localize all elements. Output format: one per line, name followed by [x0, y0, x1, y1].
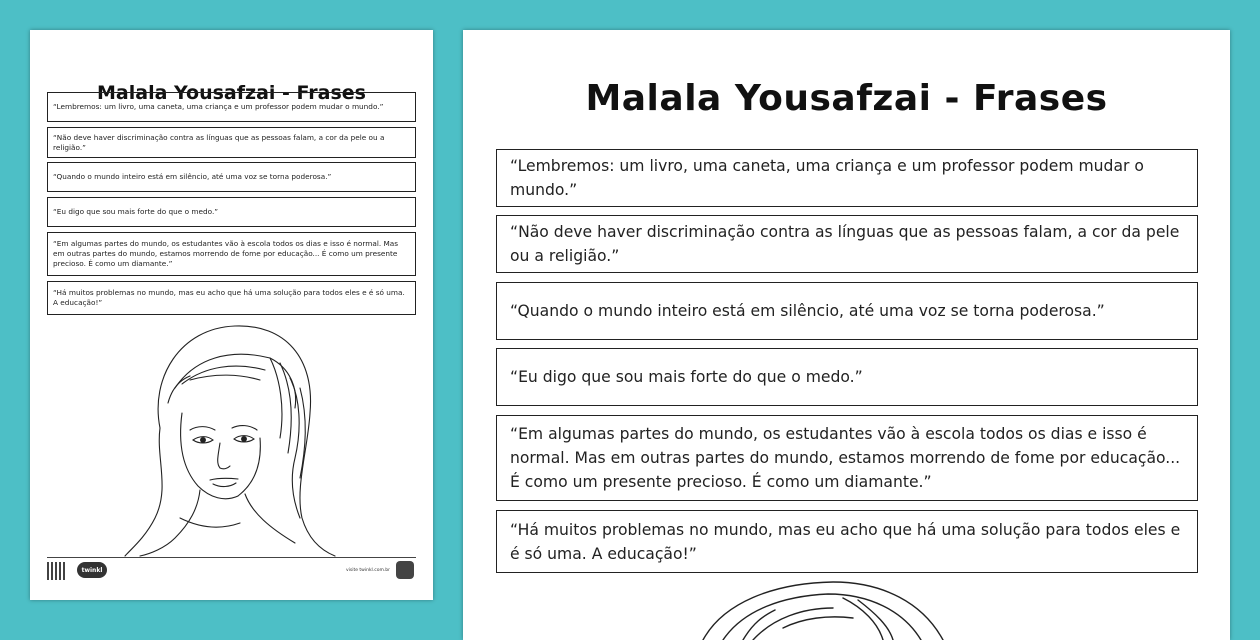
- thumbnail-quote-5: [47, 232, 416, 276]
- worksheet-zoomed: [463, 30, 1230, 640]
- quote-text: “Em algumas partes do mundo, os estudantes vão à escola todos os dias e isso é normal. Mas em outras partes do mundo, estamos morrendo de fome por educação... É como um presente precioso. É como um diamante.”: [510, 425, 1181, 491]
- footer-url: visite twinkl.com.br: [345, 568, 390, 573]
- quote-box-3: [496, 282, 1198, 340]
- quote-text: “Não deve haver discriminação contra as línguas que as pessoas falam, a cor da pele ou a religião.”: [510, 223, 1180, 265]
- twinkl-badge-icon: [396, 561, 414, 579]
- quote-box-1: [496, 149, 1198, 207]
- quote-text: “Em algumas partes do mundo, os estudantes vão à escola todos os dias e isso é normal. Mas em outras partes do mundo, estamos morrendo de fome por educação... É como um presente precioso. É como um diamante.”: [53, 239, 399, 268]
- thumbnail-footer: [47, 557, 416, 582]
- quote-text: “Lembremos: um livro, uma caneta, uma criança e um professor podem mudar o mundo.”: [510, 157, 1144, 199]
- qr-code-icon: [47, 562, 65, 580]
- quote-box-2: [496, 215, 1198, 273]
- worksheet-thumbnail: [30, 30, 433, 600]
- quote-text: “Há muitos problemas no mundo, mas eu acho que há uma solução para todos eles e é só uma. A educação!”: [510, 520, 1181, 563]
- thumbnail-quote-6: [47, 281, 416, 315]
- twinkl-logo-icon: twinkl: [77, 562, 107, 578]
- quote-text: “Quando o mundo inteiro está em silêncio, até uma voz se torna poderosa.”: [53, 172, 332, 181]
- quote-text: “Lembremos: um livro, uma caneta, uma criança e um professor podem mudar o mundo.”: [53, 102, 384, 111]
- malala-portrait-illustration-partial: [693, 578, 953, 640]
- thumbnail-quote-1: [47, 92, 416, 122]
- thumbnail-quote-4: [47, 197, 416, 227]
- malala-portrait-illustration: [120, 318, 345, 558]
- thumbnail-quote-3: [47, 162, 416, 192]
- quote-box-6: [496, 510, 1198, 573]
- quote-text: “Quando o mundo inteiro está em silêncio, até uma voz se torna poderosa.”: [510, 302, 1105, 320]
- page-title: Malala Yousafzai - Frases: [585, 78, 1108, 119]
- quote-text: “Eu digo que sou mais forte do que o medo.”: [510, 368, 863, 386]
- quote-box-5: [496, 415, 1198, 501]
- thumbnail-title: Malala Yousafzai - Frases: [97, 82, 366, 104]
- quote-text: “Há muitos problemas no mundo, mas eu acho que há uma solução para todos eles e é só uma. A educação!”: [53, 288, 405, 307]
- quote-text: “Não deve haver discriminação contra as línguas que as pessoas falam, a cor da pele ou a religião.”: [53, 132, 385, 152]
- thumbnail-quote-2: [47, 127, 416, 158]
- quote-box-4: [496, 348, 1198, 406]
- quote-text: “Eu digo que sou mais forte do que o medo.”: [53, 207, 219, 216]
